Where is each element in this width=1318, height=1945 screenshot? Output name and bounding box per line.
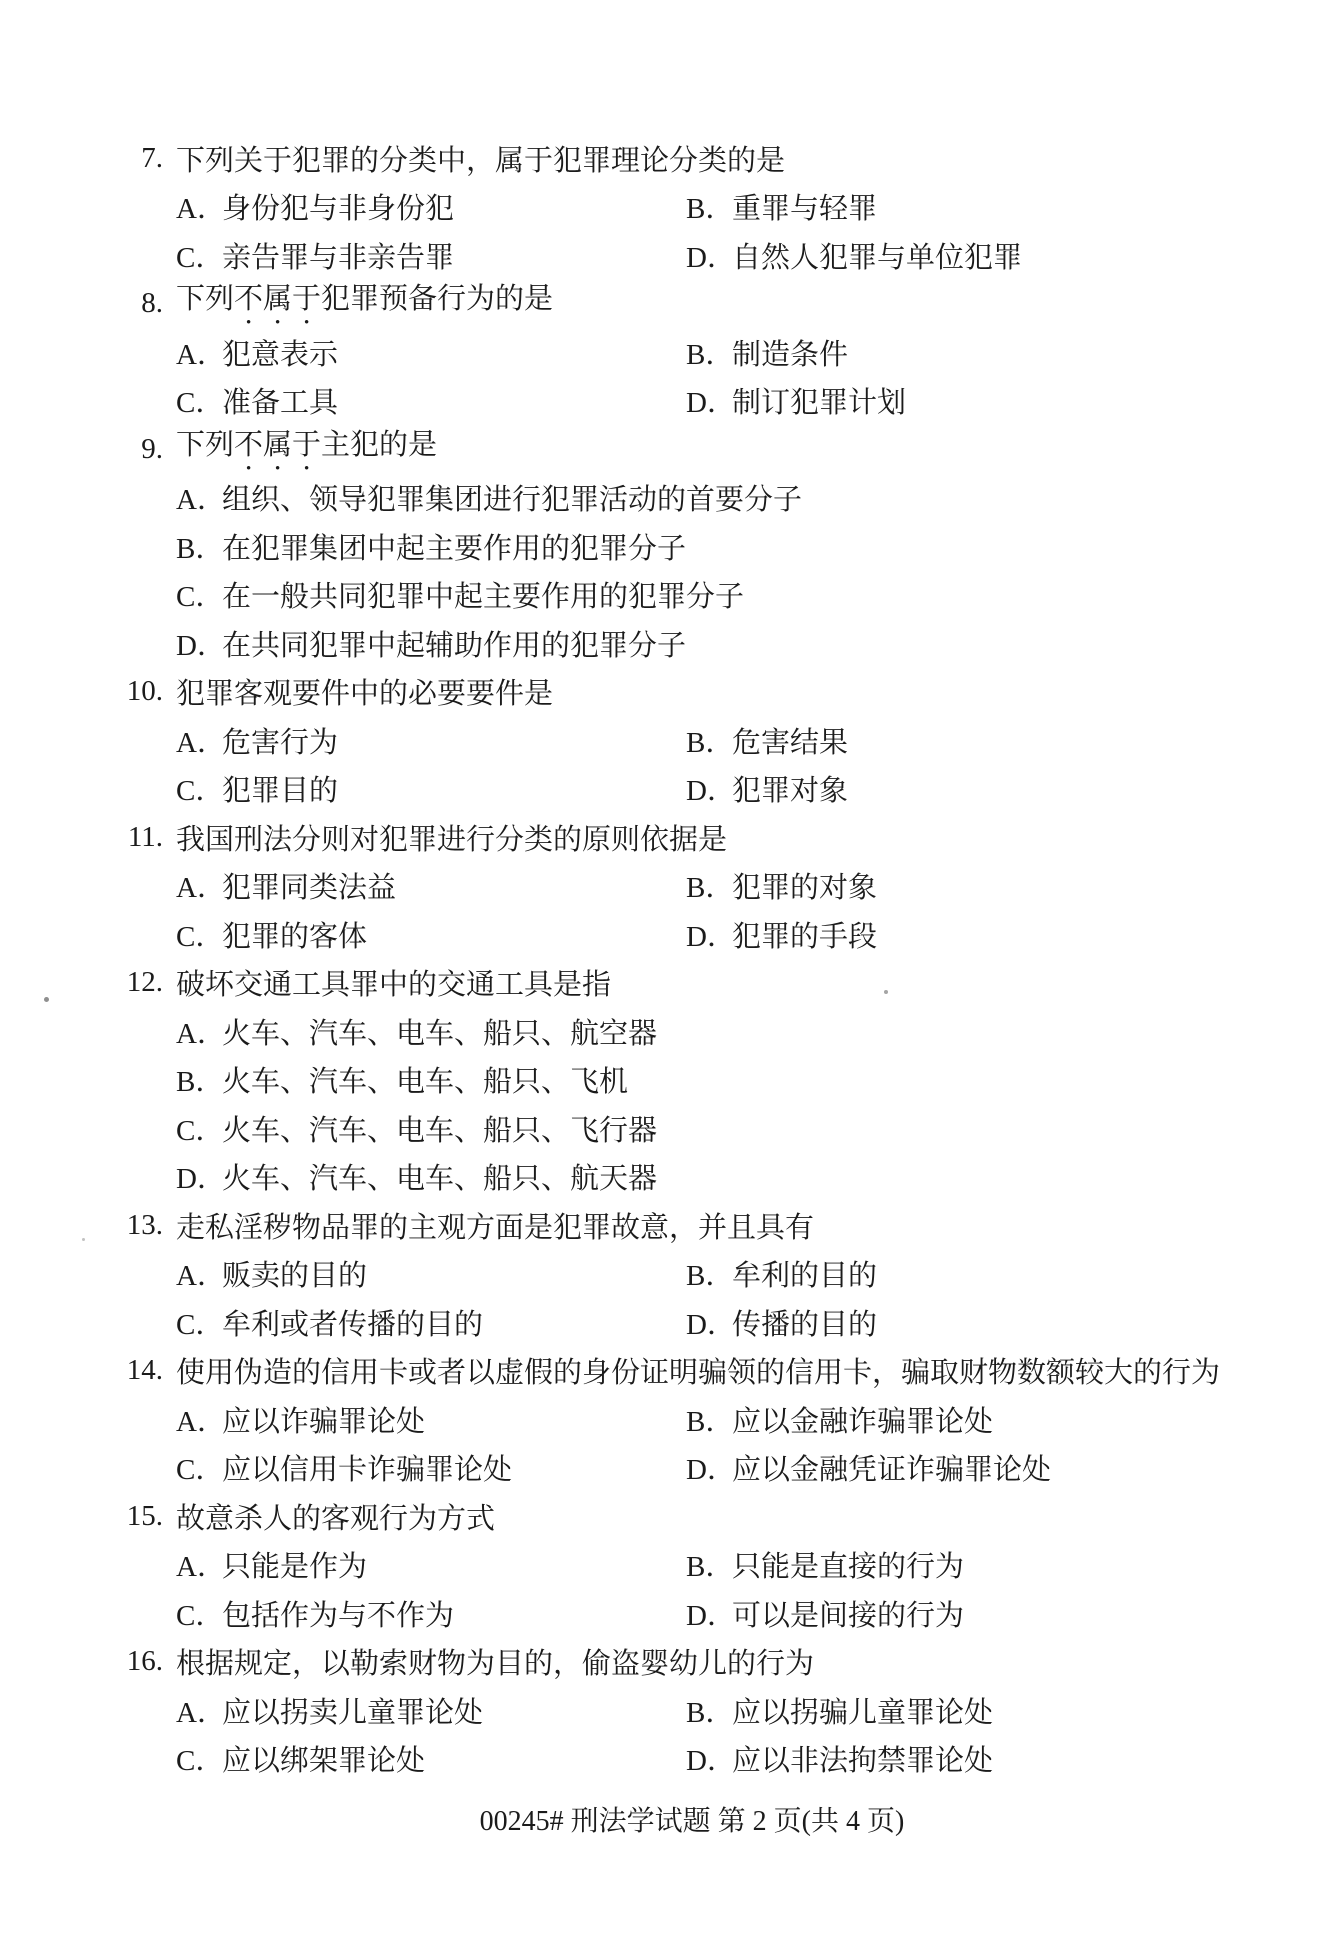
question-stem-segment: 犯罪客观要件中的必要要件是 (176, 678, 554, 711)
option-row (0, 231, 1318, 280)
option-text: 制造条件 (732, 338, 849, 371)
option-text: 犯罪同类法益 (222, 872, 397, 905)
option-row (0, 1686, 1318, 1735)
question-number: 16. (126, 1645, 163, 1678)
option-text: 应以诈骗罪论处 (222, 1405, 426, 1438)
question-number: 14. (126, 1354, 163, 1387)
question-stem-segment: 犯罪预备行为的是 (321, 283, 554, 316)
question-stem (176, 138, 785, 179)
option-label: B． (686, 1551, 735, 1584)
option-row (0, 910, 1318, 959)
option-text: 火车、汽车、电车、船只、航空器 (222, 1017, 658, 1050)
option-cell (176, 914, 686, 955)
option-cell (176, 235, 686, 276)
option-cell (176, 1059, 628, 1100)
question-stem-segment: 主犯的是 (321, 428, 438, 461)
question-number: 15. (126, 1499, 163, 1532)
question-stem (176, 1641, 814, 1682)
question-number: 9. (141, 432, 163, 465)
question-stem (176, 817, 727, 858)
question-stem-segment: 下列 (176, 283, 235, 316)
option-label: A． (176, 872, 226, 905)
question-number: 7. (141, 141, 163, 174)
option-label: B． (686, 872, 735, 905)
question-stem-segment: 故意杀人的客观行为方式 (176, 1502, 496, 1535)
option-row (0, 1589, 1318, 1638)
scan-speck (44, 997, 49, 1002)
option-text: 身份犯与非身份犯 (222, 193, 455, 226)
option-cell (176, 1011, 657, 1052)
option-label: A． (176, 484, 226, 517)
option-text: 包括作为与不作为 (222, 1599, 455, 1632)
option-cell (176, 623, 686, 664)
option-row (0, 571, 1318, 620)
option-row (0, 377, 1318, 426)
option-cell (176, 720, 686, 761)
option-cell (176, 1253, 686, 1294)
option-label: A． (176, 1260, 226, 1293)
option-label: D． (686, 920, 736, 953)
question-stem-segment: 下列 (176, 428, 235, 461)
option-cell (686, 1302, 877, 1343)
question-stem (176, 962, 611, 1003)
question-row (0, 425, 1318, 474)
option-label: D． (686, 1308, 736, 1341)
question-stem (176, 422, 437, 477)
option-label: D． (686, 241, 736, 274)
option-label: C． (176, 775, 225, 808)
option-text: 准备工具 (222, 387, 339, 420)
question-stem-segment: 破坏交通工具罪中的交通工具是指 (176, 969, 612, 1002)
option-label: C． (176, 1599, 225, 1632)
option-row (0, 1250, 1318, 1299)
option-cell (686, 1690, 993, 1731)
option-text: 重罪与轻罪 (732, 193, 878, 226)
option-text: 应以拐卖儿童罪论处 (222, 1696, 484, 1729)
option-label: A． (176, 193, 226, 226)
option-row (0, 1153, 1318, 1202)
option-cell (686, 332, 848, 373)
option-row (0, 1395, 1318, 1444)
option-label: B． (686, 726, 735, 759)
option-cell (686, 720, 848, 761)
option-label: C． (176, 920, 225, 953)
option-cell (686, 1447, 1051, 1488)
option-text: 应以拐骗儿童罪论处 (732, 1696, 994, 1729)
option-label: B． (686, 1696, 735, 1729)
option-text: 危害行为 (222, 726, 339, 759)
option-cell (176, 574, 744, 615)
option-label: B． (176, 532, 225, 565)
option-cell (176, 332, 686, 373)
option-label: A． (176, 1017, 226, 1050)
question-number: 11. (127, 820, 163, 853)
option-label: B． (686, 193, 735, 226)
option-label: C． (176, 241, 225, 274)
question-number: 12. (126, 966, 163, 999)
option-row (0, 328, 1318, 377)
option-cell (176, 526, 686, 567)
option-text: 只能是直接的行为 (732, 1551, 965, 1584)
scan-speck (82, 1238, 85, 1241)
option-cell (686, 1738, 993, 1779)
option-text: 传播的目的 (732, 1308, 878, 1341)
option-row (0, 716, 1318, 765)
scan-speck (884, 990, 888, 994)
option-text: 组织、领导犯罪集团进行犯罪活动的首要分子 (222, 484, 803, 517)
option-label: D． (686, 775, 736, 808)
option-row (0, 522, 1318, 571)
option-label: A． (176, 1696, 226, 1729)
option-text: 应以信用卡诈骗罪论处 (222, 1454, 513, 1487)
option-label: A． (176, 1551, 226, 1584)
option-cell (176, 865, 686, 906)
question-stem-segment: 下列关于犯罪的分类中，属于犯罪理论分类的是 (176, 144, 786, 177)
option-label: B． (176, 1066, 225, 1099)
option-cell (176, 1108, 657, 1149)
option-row (0, 1056, 1318, 1105)
option-text: 犯罪目的 (222, 775, 339, 808)
option-text: 在共同犯罪中起辅助作用的犯罪分子 (222, 629, 687, 662)
question-stem-segment: 使用伪造的信用卡或者以虚假的身份证明骗领的信用卡，骗取财物数额较大的行为 (176, 1357, 1221, 1390)
option-label: C． (176, 1114, 225, 1147)
option-text: 应以金融诈骗罪论处 (732, 1405, 994, 1438)
option-label: A． (176, 726, 226, 759)
option-text: 牟利或者传播的目的 (222, 1308, 484, 1341)
option-label: D． (686, 1454, 736, 1487)
option-label: D． (176, 629, 226, 662)
option-row (0, 765, 1318, 814)
option-cell (176, 1302, 686, 1343)
question-row (0, 1638, 1318, 1687)
option-cell (176, 380, 686, 421)
option-text: 犯罪对象 (732, 775, 849, 808)
option-row (0, 862, 1318, 911)
page-footer: 00245# 刑法学试题 第 2 页(共 4 页) (479, 1806, 905, 1837)
question-row (0, 280, 1318, 329)
option-cell (176, 768, 686, 809)
question-number: 13. (126, 1208, 163, 1241)
option-cell (176, 1156, 657, 1197)
option-label: D． (686, 1599, 736, 1632)
option-row (0, 619, 1318, 668)
option-cell (176, 1593, 686, 1634)
option-text: 贩卖的目的 (222, 1260, 368, 1293)
option-cell (686, 380, 906, 421)
option-cell (686, 1544, 964, 1585)
question-stem (176, 671, 553, 712)
questions-list (0, 134, 1318, 1783)
option-cell (686, 186, 877, 227)
option-cell (176, 1544, 686, 1585)
option-row (0, 1541, 1318, 1590)
question-row (0, 134, 1318, 183)
option-text: 应以非法拘禁罪论处 (732, 1745, 994, 1778)
question-stem-emphasized: 不属于 (234, 283, 322, 316)
question-row (0, 668, 1318, 717)
option-text: 火车、汽车、电车、船只、飞机 (222, 1066, 629, 1099)
option-label: D． (176, 1163, 226, 1196)
option-cell (686, 914, 877, 955)
option-cell (686, 1593, 964, 1634)
question-number: 10. (126, 675, 163, 708)
option-text: 犯罪的对象 (732, 872, 878, 905)
question-stem-segment: 我国刑法分则对犯罪进行分类的原则依据是 (176, 823, 728, 856)
option-row (0, 474, 1318, 523)
question-stem (176, 1350, 1220, 1391)
question-row (0, 1492, 1318, 1541)
option-cell (686, 865, 877, 906)
option-row (0, 1007, 1318, 1056)
option-cell (176, 477, 802, 518)
option-row (0, 1735, 1318, 1784)
question-stem-emphasized: 不属于 (234, 428, 322, 461)
option-text: 犯意表示 (222, 338, 339, 371)
question-stem (176, 1205, 814, 1246)
option-text: 牟利的目的 (732, 1260, 878, 1293)
option-cell (176, 1399, 686, 1440)
question-stem-segment: 根据规定，以勒索财物为目的，偷盗婴幼儿的行为 (176, 1648, 815, 1681)
option-cell (686, 1399, 993, 1440)
option-text: 制订犯罪计划 (732, 387, 907, 420)
option-label: D． (686, 1745, 736, 1778)
option-row (0, 1444, 1318, 1493)
question-row (0, 813, 1318, 862)
option-cell (686, 1253, 877, 1294)
option-label: A． (176, 338, 226, 371)
option-text: 应以金融凭证诈骗罪论处 (732, 1454, 1052, 1487)
question-stem (176, 1496, 495, 1537)
question-row (0, 1347, 1318, 1396)
question-row (0, 1201, 1318, 1250)
question-stem (176, 276, 553, 331)
option-text: 在犯罪集团中起主要作用的犯罪分子 (222, 532, 687, 565)
question-row (0, 959, 1318, 1008)
option-label: B． (686, 338, 735, 371)
option-cell (176, 186, 686, 227)
option-text: 在一般共同犯罪中起主要作用的犯罪分子 (222, 581, 745, 614)
option-text: 犯罪的手段 (732, 920, 878, 953)
option-row (0, 1104, 1318, 1153)
option-label: B． (686, 1260, 735, 1293)
option-row (0, 183, 1318, 232)
option-cell (176, 1447, 686, 1488)
option-cell (176, 1738, 686, 1779)
option-cell (176, 1690, 686, 1731)
option-text: 应以绑架罪论处 (222, 1745, 426, 1778)
option-row (0, 1298, 1318, 1347)
option-text: 亲告罪与非亲告罪 (222, 241, 455, 274)
option-label: C． (176, 1308, 225, 1341)
option-label: C． (176, 1745, 225, 1778)
option-label: D． (686, 387, 736, 420)
option-text: 可以是间接的行为 (732, 1599, 965, 1632)
option-label: C． (176, 387, 225, 420)
option-text: 危害结果 (732, 726, 849, 759)
option-text: 自然人犯罪与单位犯罪 (732, 241, 1023, 274)
option-cell (686, 235, 1022, 276)
question-stem-segment: 走私淫秽物品罪的主观方面是犯罪故意，并且具有 (176, 1211, 815, 1244)
question-number: 8. (141, 287, 163, 320)
option-text: 犯罪的客体 (222, 920, 368, 953)
option-label: A． (176, 1405, 226, 1438)
option-text: 只能是作为 (222, 1551, 368, 1584)
option-cell (686, 768, 848, 809)
option-text: 火车、汽车、电车、船只、飞行器 (222, 1114, 658, 1147)
option-text: 火车、汽车、电车、船只、航天器 (222, 1163, 658, 1196)
option-label: C． (176, 581, 225, 614)
option-label: C． (176, 1454, 225, 1487)
option-label: B． (686, 1405, 735, 1438)
